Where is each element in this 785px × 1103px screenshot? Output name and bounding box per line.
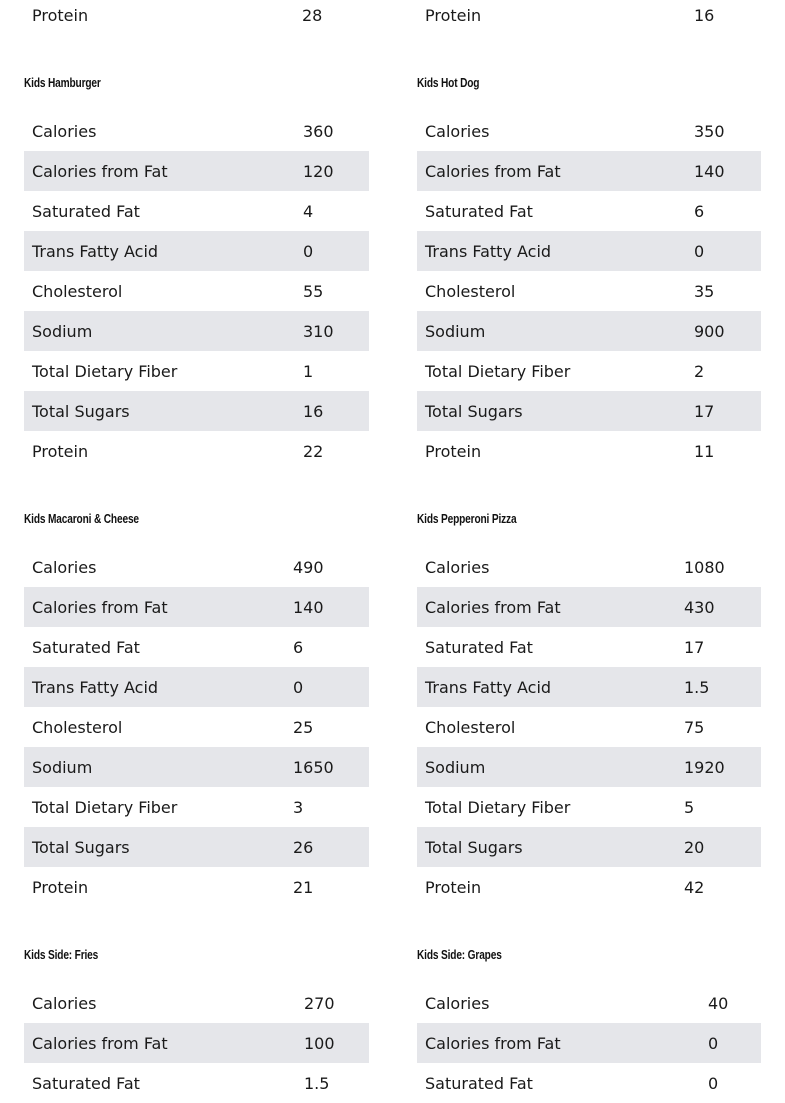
nutrition-row (417, 707, 761, 747)
nutrient-label: Protein (32, 5, 89, 25)
nutrient-value: 5 (684, 797, 695, 817)
nutrition-row (24, 983, 369, 1023)
nutrient-label: Protein (32, 877, 89, 897)
nutrient-label: Calories (32, 993, 97, 1013)
nutrient-label: Total Dietary Fiber (425, 361, 571, 381)
nutrient-value: 35 (694, 281, 715, 301)
nutrient-label: Calories from Fat (32, 1033, 168, 1053)
nutrient-label: Calories from Fat (32, 597, 168, 617)
nutrient-value: 42 (684, 877, 705, 897)
nutrition-row (24, 787, 369, 827)
nutrition-row (417, 231, 761, 271)
nutrition-row (24, 1063, 369, 1103)
nutrition-row (417, 0, 761, 35)
section-title: Kids Side: Fries (24, 947, 99, 962)
nutrition-row (24, 827, 369, 867)
nutrient-label: Sodium (32, 321, 93, 341)
nutrient-value: 3 (293, 797, 304, 817)
nutrient-label: Calories (425, 993, 490, 1013)
nutrition-row (24, 391, 369, 431)
nutrient-label: Trans Fatty Acid (32, 677, 159, 697)
nutrition-row (417, 351, 761, 391)
nutrient-label: Trans Fatty Acid (425, 677, 552, 697)
nutrient-label: Total Sugars (32, 401, 130, 421)
nutrition-row (24, 627, 369, 667)
nutrition-section-kids-side-fries (24, 935, 369, 1103)
nutrient-value: 310 (303, 321, 334, 341)
nutrient-label: Cholesterol (425, 717, 516, 737)
nutrition-row (24, 867, 369, 907)
nutrient-value: 22 (303, 441, 324, 461)
nutrient-value: 26 (293, 837, 314, 857)
section-title: Kids Side: Grapes (417, 947, 502, 962)
nutrient-label: Protein (425, 877, 482, 897)
nutrient-label: Total Sugars (425, 837, 523, 857)
nutrition-section-kids-side-grapes (417, 935, 761, 1103)
section-title: Kids Macaroni & Cheese (24, 511, 139, 526)
nutrition-row (24, 271, 369, 311)
partial-section-left (24, 0, 369, 35)
nutrient-label: Calories (425, 121, 490, 141)
nutrient-value: 0 (708, 1033, 719, 1053)
nutrient-label: Calories from Fat (425, 161, 561, 181)
nutrient-value: 350 (694, 121, 725, 141)
nutrient-label: Sodium (32, 757, 93, 777)
nutrition-row (417, 1023, 761, 1063)
nutrition-row (24, 431, 369, 471)
nutrition-row (417, 547, 761, 587)
nutrient-value: 0 (694, 241, 705, 261)
nutrient-label: Total Dietary Fiber (425, 797, 571, 817)
nutrition-row (417, 787, 761, 827)
nutrition-row (24, 547, 369, 587)
nutrition-row (417, 983, 761, 1023)
nutrient-label: Calories (425, 557, 490, 577)
section-title: Kids Hamburger (24, 75, 101, 90)
nutrient-label: Trans Fatty Acid (425, 241, 552, 261)
nutrition-row (24, 0, 369, 35)
nutrient-label: Saturated Fat (32, 201, 140, 221)
nutrient-label: Saturated Fat (32, 637, 140, 657)
nutrition-row (24, 351, 369, 391)
nutrition-row (24, 587, 369, 627)
nutrient-label: Total Sugars (32, 837, 130, 857)
nutrient-value: 11 (694, 441, 715, 461)
nutrition-row (417, 747, 761, 787)
nutrition-row (24, 747, 369, 787)
nutrition-section-kids-hamburger (24, 63, 369, 471)
nutrient-label: Calories from Fat (425, 597, 561, 617)
nutrient-value: 1650 (293, 757, 334, 777)
nutrient-label: Protein (425, 5, 482, 25)
nutrient-value: 75 (684, 717, 705, 737)
partial-section-right (417, 0, 761, 35)
nutrition-row (417, 627, 761, 667)
nutrition-row (417, 111, 761, 151)
nutrient-label: Protein (425, 441, 482, 461)
nutrition-section-kids-macaroni-cheese (24, 499, 369, 907)
nutrient-value: 6 (293, 637, 304, 657)
nutrition-row (24, 311, 369, 351)
nutrient-value: 16 (303, 401, 324, 421)
nutrition-row (24, 191, 369, 231)
nutrient-value: 28 (302, 5, 323, 25)
nutrient-label: Saturated Fat (425, 201, 533, 221)
nutrient-value: 270 (304, 993, 335, 1013)
nutrition-row (417, 431, 761, 471)
nutrient-label: Saturated Fat (425, 1073, 533, 1093)
nutrient-label: Calories from Fat (32, 161, 168, 181)
nutrient-label: Cholesterol (32, 281, 123, 301)
nutrient-value: 1080 (684, 557, 725, 577)
nutrient-value: 16 (694, 5, 715, 25)
nutrition-row (417, 587, 761, 627)
nutrient-value: 21 (293, 877, 314, 897)
nutrient-value: 17 (684, 637, 705, 657)
nutrition-row (417, 271, 761, 311)
nutrient-value: 17 (694, 401, 715, 421)
nutrient-label: Total Sugars (425, 401, 523, 421)
nutrition-row (24, 151, 369, 191)
nutrient-value: 490 (293, 557, 324, 577)
nutrient-value: 140 (293, 597, 324, 617)
nutrient-label: Total Dietary Fiber (32, 797, 178, 817)
section-title: Kids Pepperoni Pizza (417, 511, 517, 526)
nutrient-label: Calories from Fat (425, 1033, 561, 1053)
nutrient-value: 140 (694, 161, 725, 181)
nutrition-section-kids-pepperoni-pizza (417, 499, 761, 907)
nutrient-value: 900 (694, 321, 725, 341)
nutrition-row (24, 667, 369, 707)
nutrient-value: 20 (684, 837, 705, 857)
nutrient-value: 120 (303, 161, 334, 181)
nutrient-label: Sodium (425, 321, 486, 341)
nutrition-row (24, 1023, 369, 1063)
nutrient-value: 0 (708, 1073, 719, 1093)
nutrient-value: 0 (293, 677, 304, 697)
nutrient-label: Calories (32, 121, 97, 141)
nutrient-value: 1.5 (304, 1073, 330, 1093)
nutrition-row (417, 311, 761, 351)
nutrition-row (24, 707, 369, 747)
nutrient-label: Cholesterol (32, 717, 123, 737)
nutrient-value: 430 (684, 597, 715, 617)
nutrition-row (24, 231, 369, 271)
nutrient-label: Protein (32, 441, 89, 461)
nutrient-value: 25 (293, 717, 314, 737)
nutrition-row (417, 1063, 761, 1103)
nutrition-row (417, 827, 761, 867)
nutrient-value: 4 (303, 201, 314, 221)
section-title: Kids Hot Dog (417, 75, 480, 90)
nutrient-label: Sodium (425, 757, 486, 777)
nutrition-row (417, 151, 761, 191)
nutrient-value: 2 (694, 361, 705, 381)
nutrient-label: Cholesterol (425, 281, 516, 301)
nutrient-value: 1.5 (684, 677, 710, 697)
nutrient-value: 360 (303, 121, 334, 141)
nutrition-row (24, 111, 369, 151)
nutrient-value: 1 (303, 361, 314, 381)
nutrition-section-kids-hot-dog (417, 63, 761, 471)
nutrient-label: Total Dietary Fiber (32, 361, 178, 381)
nutrition-row (417, 391, 761, 431)
nutrient-value: 0 (303, 241, 314, 261)
nutrient-label: Saturated Fat (425, 637, 533, 657)
nutrient-value: 6 (694, 201, 705, 221)
nutrition-row (417, 191, 761, 231)
nutrient-value: 55 (303, 281, 324, 301)
nutrient-value: 40 (708, 993, 729, 1013)
nutrient-label: Calories (32, 557, 97, 577)
nutrient-label: Trans Fatty Acid (32, 241, 159, 261)
nutrition-row (417, 667, 761, 707)
nutrient-value: 100 (304, 1033, 335, 1053)
nutrient-value: 1920 (684, 757, 725, 777)
nutrition-row (417, 867, 761, 907)
nutrient-label: Saturated Fat (32, 1073, 140, 1093)
